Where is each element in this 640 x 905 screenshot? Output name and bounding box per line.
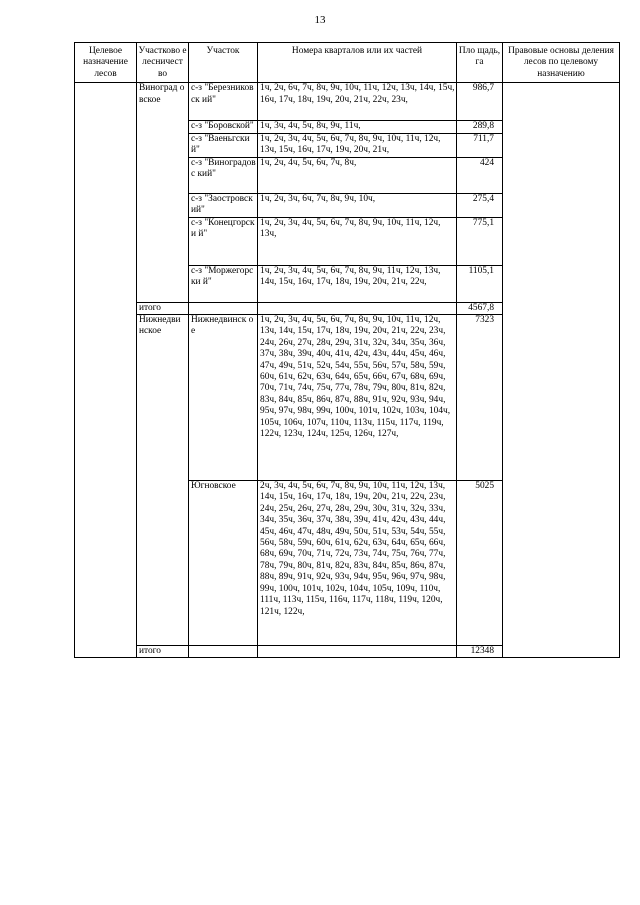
page-number: 13 xyxy=(314,14,326,26)
forest-purpose-table xyxy=(74,42,620,658)
area-cell: 5025 xyxy=(457,481,503,646)
site-cell: с-з "Заостровский" xyxy=(189,193,258,217)
quarters-cell: 1ч, 2ч, 3ч, 4ч, 5ч, 6ч, 7ч, 8ч, 9ч, 10ч, 11ч, 12ч, 13ч, xyxy=(258,217,457,265)
forestry-cell: Нижнедви нское xyxy=(137,315,189,646)
table-header-row xyxy=(75,43,620,83)
total-label: итого xyxy=(137,646,189,658)
header-forestry: Участково е лесничест во xyxy=(137,43,189,83)
quarters-cell: 1ч, 2ч, 4ч, 5ч, 6ч, 7ч, 8ч, xyxy=(258,157,457,193)
header-purpose: Целевое назначение лесов xyxy=(75,43,137,83)
site-cell: Нижнедвинск ое xyxy=(189,315,258,481)
table-body xyxy=(75,83,620,658)
total-area: 4567,8 xyxy=(457,302,503,314)
total-area: 12348 xyxy=(457,646,503,658)
quarters-cell: 1ч, 2ч, 3ч, 4ч, 5ч, 6ч, 7ч, 8ч, 9ч, 10ч, 11ч, 12ч, 13ч, 15ч, 16ч, 17ч, 19ч, 20ч, 21ч, xyxy=(258,133,457,157)
site-cell: с-з "Ваеньгский" xyxy=(189,133,258,157)
site-cell: с-з "Виноградовс кий" xyxy=(189,157,258,193)
site-cell: с-з "Конецгорски й" xyxy=(189,217,258,265)
total-site-cell xyxy=(189,646,258,658)
area-cell: 775,1 xyxy=(457,217,503,265)
header-area: Пло щадь, га xyxy=(457,43,503,83)
header-legal: Правовые основы деления лесов по целевому назначению xyxy=(503,43,620,83)
quarters-cell: 1ч, 2ч, 3ч, 4ч, 5ч, 6ч, 7ч, 8ч, 9ч, 10ч, 11ч, 12ч, 13ч, 14ч, 15ч, 17ч, 18ч, 19ч, 20ч, 21ч, 22ч, 23ч, 24ч, 26ч, 27ч, 28ч, 29ч, 31ч, 32ч, 34ч, 35ч, 36ч, 37ч, 38ч, 39ч, 40ч, 41ч, 42ч, 43ч, 44ч, 45ч, 46ч, 47ч, 49ч, 51ч, 52ч, 54ч, 55ч, 56ч, 57ч, 58ч, 59ч, 60ч, 61ч, 62ч, 63ч, 64ч, 65ч, 66ч, 67ч, 68ч, 69ч, 70ч, 71ч, 74ч, 75ч, 77ч, 78ч, 79ч, 80ч, 81ч, 82ч, 83ч, 84ч, 85ч, 86ч, 87ч, 88ч, 91ч, 92ч, 93ч, 94ч, 95ч, 97ч, 98ч, 99ч, 100ч, 101ч, 102ч, 103ч, 104ч, 105ч, 106ч, 107ч, 110ч, 113ч, 115ч, 117ч, 119ч, 122ч, 123ч, 124ч, 125ч, 126ч, 127ч, xyxy=(258,315,457,481)
total-label: итого xyxy=(137,302,189,314)
quarters-cell: 1ч, 2ч, 6ч, 7ч, 8ч, 9ч, 10ч, 11ч, 12ч, 13ч, 14ч, 15ч, 16ч, 17ч, 18ч, 19ч, 20ч, 21ч, 22ч, 23ч, xyxy=(258,83,457,121)
area-cell: 289,8 xyxy=(457,121,503,133)
quarters-cell: 1ч, 2ч, 3ч, 6ч, 7ч, 8ч, 9ч, 10ч, xyxy=(258,193,457,217)
area-cell: 7323 xyxy=(457,315,503,481)
site-cell: Югновское xyxy=(189,481,258,646)
quarters-cell: 1ч, 3ч, 4ч, 5ч, 8ч, 9ч, 11ч, xyxy=(258,121,457,133)
quarters-cell: 2ч, 3ч, 4ч, 5ч, 6ч, 7ч, 8ч, 9ч, 10ч, 11ч, 12ч, 13ч, 14ч, 15ч, 16ч, 17ч, 18ч, 19ч, 20ч, 21ч, 22ч, 23ч, 24ч, 25ч, 26ч, 27ч, 28ч, 29ч, 30ч, 31ч, 32ч, 33ч, 34ч, 35ч, 36ч, 37ч, 38ч, 39ч, 41ч, 42ч, 43ч, 44ч, 45ч, 46ч, 47ч, 48ч, 49ч, 50ч, 51ч, 53ч, 54ч, 55ч, 56ч, 58ч, 59ч, 60ч, 61ч, 62ч, 63ч, 64ч, 65ч, 66ч, 68ч, 69ч, 70ч, 71ч, 72ч, 73ч, 74ч, 75ч, 76ч, 77ч, 78ч, 79ч, 80ч, 81ч, 82ч, 83ч, 84ч, 85ч, 86ч, 87ч, 88ч, 89ч, 91ч, 92ч, 93ч, 94ч, 95ч, 96ч, 97ч, 98ч, 99ч, 100ч, 101ч, 102ч, 104ч, 105ч, 109ч, 110ч, 111ч, 113ч, 115ч, 116ч, 117ч, 118ч, 119ч, 120ч, 121ч, 122ч, xyxy=(258,481,457,646)
header-site: Участок xyxy=(189,43,258,83)
total-quarters-cell xyxy=(258,646,457,658)
forestry-cell: Виноград овское xyxy=(137,83,189,302)
purpose-cell xyxy=(75,83,137,658)
quarters-cell: 1ч, 2ч, 3ч, 4ч, 5ч, 6ч, 7ч, 8ч, 9ч, 11ч, 12ч, 13ч, 14ч, 15ч, 16ч, 17ч, 18ч, 19ч, 20ч, 21ч, 22ч, xyxy=(258,265,457,302)
area-cell: 275,4 xyxy=(457,193,503,217)
site-cell: с-з "Березниковск ий" xyxy=(189,83,258,121)
legal-cell xyxy=(503,83,620,658)
total-quarters-cell xyxy=(258,302,457,314)
area-cell: 424 xyxy=(457,157,503,193)
area-cell: 986,7 xyxy=(457,83,503,121)
site-cell: с-з "Боровской" xyxy=(189,121,258,133)
table-row xyxy=(75,83,620,121)
area-cell: 711,7 xyxy=(457,133,503,157)
header-quarters: Номера кварталов или их частей xyxy=(258,43,457,83)
total-site-cell xyxy=(189,302,258,314)
site-cell: с-з "Моржегорски й" xyxy=(189,265,258,302)
area-cell: 1105,1 xyxy=(457,265,503,302)
